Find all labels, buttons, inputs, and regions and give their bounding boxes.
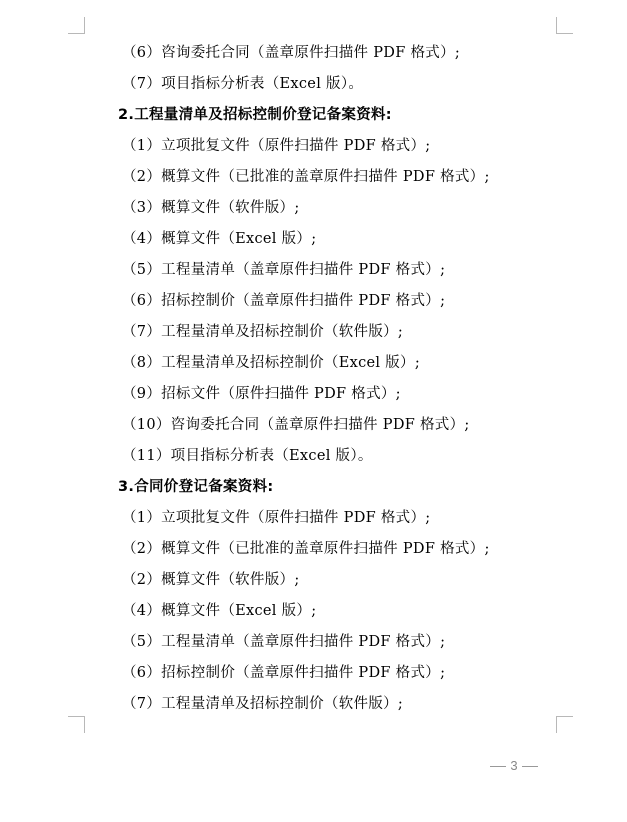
list-item: （4）概算文件（Excel 版）; xyxy=(122,231,317,247)
list-item: （5）工程量清单（盖章原件扫描件 PDF 格式）; xyxy=(122,262,446,278)
section-heading: 3.合同价登记备案资料: xyxy=(118,479,274,495)
list-item: （5）工程量清单（盖章原件扫描件 PDF 格式）; xyxy=(122,634,446,650)
list-item: （4）概算文件（Excel 版）; xyxy=(122,603,317,619)
section-heading: 2.工程量清单及招标控制价登记备案资料: xyxy=(118,107,392,123)
list-item: （2）概算文件（软件版）; xyxy=(122,572,300,588)
list-item: （11）项目指标分析表（Excel 版）。 xyxy=(122,448,373,464)
page-number-dash-right xyxy=(522,766,538,767)
document-body xyxy=(118,38,538,720)
list-item: （8）工程量清单及招标控制价（Excel 版）; xyxy=(122,355,421,371)
list-item: （2）概算文件（已批准的盖章原件扫描件 PDF 格式）; xyxy=(122,541,490,557)
page-number-dash-left xyxy=(490,766,506,767)
crop-mark-top-left xyxy=(68,17,85,34)
list-item: （2）概算文件（已批准的盖章原件扫描件 PDF 格式）; xyxy=(122,169,490,185)
list-item: （10）咨询委托合同（盖章原件扫描件 PDF 格式）; xyxy=(122,417,470,433)
list-item: （7）项目指标分析表（Excel 版）。 xyxy=(122,76,364,92)
list-item: （6）招标控制价（盖章原件扫描件 PDF 格式）; xyxy=(122,665,446,681)
crop-mark-bottom-left xyxy=(68,716,85,733)
list-item: （3）概算文件（软件版）; xyxy=(122,200,300,216)
page-number-value: 3 xyxy=(510,758,518,773)
list-item: （7）工程量清单及招标控制价（软件版）; xyxy=(122,324,404,340)
page-number xyxy=(486,758,542,773)
list-item: （6）咨询委托合同（盖章原件扫描件 PDF 格式）; xyxy=(122,45,461,61)
list-item: （6）招标控制价（盖章原件扫描件 PDF 格式）; xyxy=(122,293,446,309)
list-item: （1）立项批复文件（原件扫描件 PDF 格式）; xyxy=(122,510,431,526)
crop-mark-top-right xyxy=(556,17,573,34)
list-item: （7）工程量清单及招标控制价（软件版）; xyxy=(122,696,404,712)
crop-mark-bottom-right xyxy=(556,716,573,733)
list-item: （1）立项批复文件（原件扫描件 PDF 格式）; xyxy=(122,138,431,154)
list-item: （9）招标文件（原件扫描件 PDF 格式）; xyxy=(122,386,401,402)
